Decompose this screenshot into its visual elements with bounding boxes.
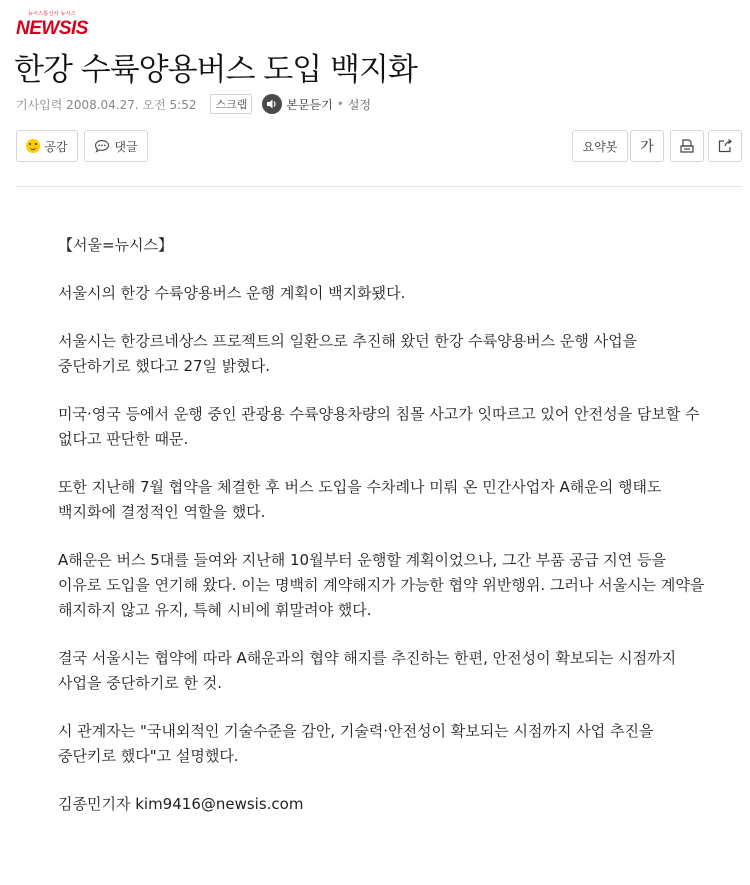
like-button[interactable] <box>16 130 78 162</box>
print-icon <box>679 138 695 154</box>
font-size-button[interactable]: 가 <box>630 130 664 162</box>
article-headline: 한강 수륙양용버스 도입 백지화 <box>14 52 417 88</box>
comment-label: 댓글 <box>114 139 138 154</box>
article-paragraph: 또한 지난해 7월 협약을 체결한 후 버스 도입을 수차례나 미뤄 온 민간사업자 A해운의 행태도 백지화에 결정적인 역할을 했다. <box>58 478 662 521</box>
header-divider <box>16 186 742 187</box>
logo-tagline: 뉴시스통신사 뉴시스 <box>28 11 77 17</box>
print-button[interactable] <box>670 130 704 162</box>
meta-separator: • <box>336 97 344 111</box>
speaker-icon[interactable] <box>262 94 282 114</box>
article-paragraph: A해운은 버스 5대를 들여와 지난해 10월부터 운행할 계획이었으나, 그간 부품 공급 지연 등을 이유로 도입을 연기해 왔다. 이는 명백히 계약해지가 가능한 협약 위반행위. 그러나 서울시는 계약을 해지하지 않고 유지, 특혜 시비에 휘말려야 했다. <box>58 551 705 619</box>
speech-bubble-icon <box>94 139 110 153</box>
summary-bot-button[interactable]: 요약봇 <box>572 130 628 162</box>
article-body <box>58 233 706 817</box>
newsis-logo[interactable] <box>16 10 102 40</box>
article-paragraph: 결국 서울시는 협약에 따라 A해운과의 협약 해지를 추진하는 한편, 안전성이 확보되는 시점까지 사업을 중단하기로 한 것. <box>58 649 677 692</box>
article-paragraph: 【서울=뉴시스】 <box>58 236 174 254</box>
article-paragraph: 서울시는 한강르네상스 프로젝트의 일환으로 추진해 왔던 한강 수륙양용버스 운행 사업을 중단하기로 했다고 27일 밝혔다. <box>58 332 638 375</box>
listen-settings-link[interactable]: 설정 <box>347 97 371 112</box>
smile-icon <box>26 139 40 153</box>
share-button[interactable] <box>708 130 742 162</box>
article-paragraph: 미국·영국 등에서 운행 중인 관광용 수륙양용차량의 침몰 사고가 잇따르고 있어 안전성을 담보할 수 없다고 판단한 때문. <box>58 405 700 448</box>
scrap-button[interactable]: 스크랩 <box>210 94 252 114</box>
article-paragraph: 시 관계자는 "국내외적인 기술수준을 감안, 기술력·안전성이 확보되는 시점까지 사업 추진을 중단키로 했다"고 설명했다. <box>58 722 654 765</box>
published-date: 기사입력 2008.04.27. 오전 5:52 <box>16 97 197 112</box>
comment-button[interactable] <box>84 130 148 162</box>
like-label: 공감 <box>44 139 68 154</box>
logo-wordmark: NEWSIS <box>16 18 88 39</box>
listen-button[interactable]: 본문듣기 <box>286 97 333 112</box>
article-paragraph: 서울시의 한강 수륙양용버스 운행 계획이 백지화됐다. <box>58 284 406 302</box>
article-meta <box>16 94 371 114</box>
share-icon <box>717 138 733 154</box>
article-byline: 김종민기자 kim9416@newsis.com <box>58 795 304 813</box>
